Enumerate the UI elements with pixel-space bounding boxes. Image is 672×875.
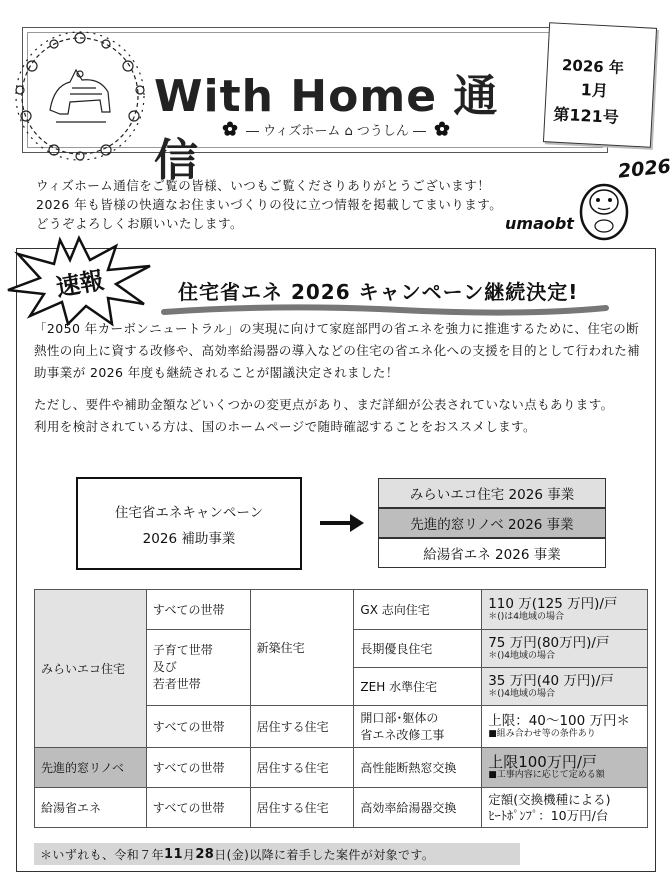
campaign-title-line1: 住宅省エネキャンペーン — [114, 504, 264, 521]
amount-value: 75 万円(80万円)/戸 — [488, 635, 610, 651]
greeting-line: ウィズホーム通信をご覧の皆様、いつもご覧くださりありがとうございます！ — [36, 178, 491, 193]
item-cell: 高効率給湯器交換 — [354, 788, 482, 828]
household-cell: すべての世帯 — [146, 788, 250, 828]
issue-year: 2026 年 — [561, 55, 625, 78]
news-headline: 住宅省エネ 2026 キャンペーン継続決定! — [178, 280, 579, 304]
greeting-line: 2026 年も皆様の快適なお住まいづくりの役に立つ情報を掲載してまいります。 — [36, 197, 503, 212]
daruma-icon — [578, 172, 630, 242]
housing-type-cell: 居住する住宅 — [250, 706, 354, 748]
breaking-news-label: 速報 — [53, 265, 107, 302]
arrow-right-icon — [318, 512, 366, 534]
housing-type-cell: 居住する住宅 — [250, 748, 354, 788]
program-kyuto-shoene: 給湯省エネ 2026 事業 — [378, 538, 606, 568]
greeting-line: どうぞよろしくお願いいたします。 — [36, 216, 244, 231]
news-paragraph-2 — [34, 394, 646, 438]
issue-number: 第121号 — [552, 104, 620, 128]
table-row — [35, 788, 648, 828]
amount-value: 110 万(125 万円)/戸 — [488, 596, 618, 612]
amount-value: 35 万円(40 万円)/戸 — [488, 673, 614, 689]
amount-value: ﾋｰﾄﾎﾟﾝﾌﾟ：10万円/台 — [488, 807, 609, 823]
item-cell: 開口部･躯体の 省エネ改修工事 — [354, 706, 482, 748]
program-cell: みらいエコ住宅 — [35, 590, 147, 748]
amount-note: ＊()4地域の場合 — [488, 689, 555, 699]
amount-value: 上限：40～100 万円＊ — [488, 713, 630, 729]
signature-year: 2026 — [616, 155, 672, 183]
amount-value: 定額(交換機種による) — [488, 791, 611, 807]
amount-cell — [482, 668, 648, 706]
amount-cell — [482, 590, 648, 630]
footnote-month: 11 — [164, 846, 183, 862]
news-paragraph-2a: ただし、要件や補助金額などいくつかの変更点があり、まだ詳細が公表されていない点もあります。 — [34, 397, 614, 412]
breaking-news-badge — [4, 236, 154, 326]
housing-type-cell: 新築住宅 — [250, 590, 354, 706]
issue-month: 1月 — [580, 80, 609, 101]
newsletter-subtitle: ― ウィズホーム ⌂ つうしん ― — [245, 123, 426, 139]
amount-cell — [482, 630, 648, 668]
footnote-month-unit: 月 — [182, 847, 196, 862]
table-row — [35, 748, 648, 788]
item-cell: GX 志向住宅 — [354, 590, 482, 630]
program-cell: 先進的窓リノベ — [35, 748, 147, 788]
amount-note: ＊()4地域の場合 — [488, 651, 555, 661]
subsidy-table — [34, 589, 648, 828]
household-cell: すべての世帯 — [146, 748, 250, 788]
program-senshin-mado: 先進的窓リノベ 2026 事業 — [378, 508, 606, 538]
amount-note: ■組み合わせ等の条件あり — [488, 729, 596, 739]
footnote-suffix: 以降に着手した案件が対象です。 — [249, 847, 435, 862]
greeting-text — [36, 176, 516, 233]
footnote-prefix: ＊いずれも、令和７年 — [40, 847, 165, 862]
campaign-title-line2: 2026 補助事業 — [142, 530, 236, 547]
amount-note: ■工事内容に応じて定める額 — [488, 770, 605, 780]
issue-memo-card — [543, 22, 657, 147]
household-cell: すべての世帯 — [146, 590, 250, 630]
horse-wreath-illustration — [10, 26, 150, 166]
item-cell: 長期優良住宅 — [354, 630, 482, 668]
item-cell: 高性能断熱窓交換 — [354, 748, 482, 788]
amount-value: 上限100万円/戸 — [488, 753, 597, 771]
housing-type-cell: 居住する住宅 — [250, 788, 354, 828]
amount-cell — [482, 706, 648, 748]
footnote-day: 28 — [195, 846, 215, 862]
subtitle-row — [176, 119, 496, 139]
household-cell: 子育て世帯 及び 若者世帯 — [146, 630, 250, 706]
program-mirai-eco: みらいエコ住宅 2026 事業 — [378, 478, 606, 508]
footnote-day-unit: 日(金) — [214, 847, 250, 862]
campaign-title-box — [76, 477, 302, 570]
item-cell: ZEH 水準住宅 — [354, 668, 482, 706]
program-cell: 給湯省エネ — [35, 788, 147, 828]
household-cell: すべての世帯 — [146, 706, 250, 748]
news-paragraph-1: 「2050 年カーボンニュートラル」の実現に向けて家庭部門の省エネを強力に推進するために、住宅の断熱性の向上に資する改修や、高効率給湯器の導入などの住宅の省エネ化への支援を目的として行われた補助事業が 2026 年度も継続されることが閣議決定されました！ — [34, 321, 641, 380]
news-paragraph-2b: 利用を検討されている方は、国のホームページで随時確認することをおススメします。 — [34, 419, 536, 434]
amount-cell — [482, 748, 648, 788]
newsletter-title: With Home 通信 — [154, 71, 499, 186]
table-row — [35, 590, 648, 630]
amount-note: ＊()は4地域の場合 — [488, 612, 564, 622]
eligibility-footnote — [34, 843, 520, 865]
signature-script: umaobt — [505, 214, 574, 233]
amount-cell — [482, 788, 648, 828]
flower-icon — [222, 121, 238, 137]
flower-icon — [434, 121, 450, 137]
